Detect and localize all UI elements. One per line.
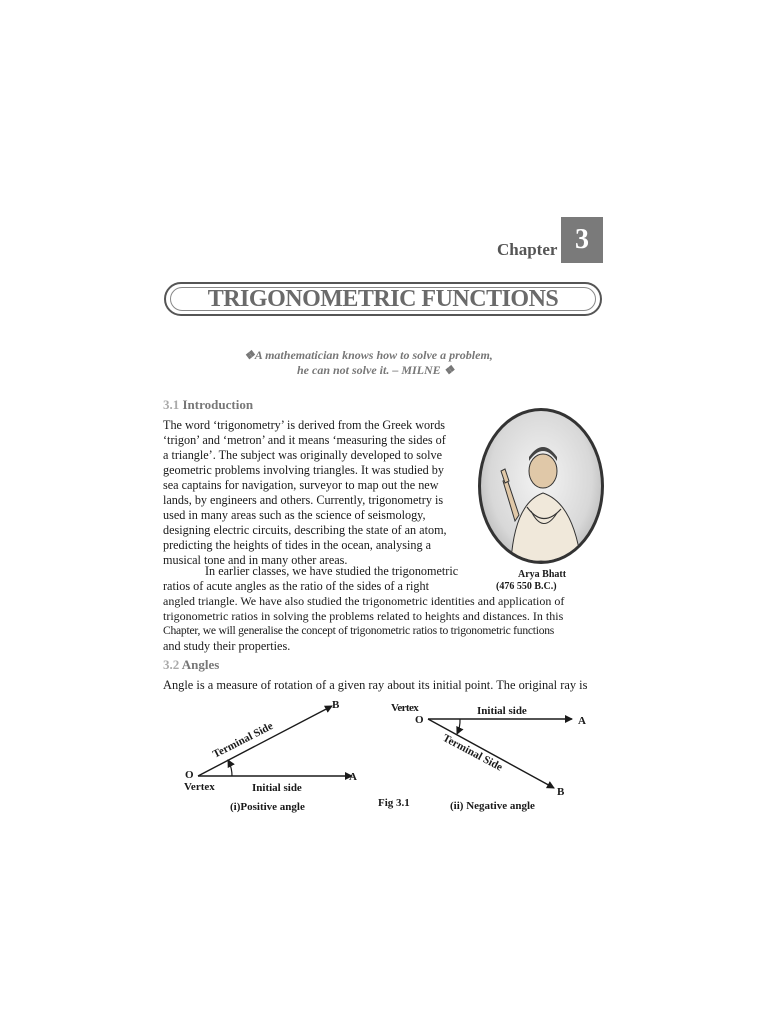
- portrait-caption-years: (476 550 B.C.): [496, 581, 557, 592]
- paragraph-line: Chapter, we will generalise the concept of trigonometric ratios to trigonometric functions: [163, 624, 555, 637]
- label-origin: O: [415, 714, 424, 726]
- label-point-a: A: [578, 715, 586, 727]
- paragraph-line: musical tone and in many other areas.: [163, 553, 348, 567]
- figure-caption: Fig 3.1: [378, 797, 410, 809]
- paragraph-line: sea captains for navigation, surveyor to map out the new: [163, 478, 439, 492]
- paragraph-line: The word ‘trigonometry’ is derived from the Greek words: [163, 418, 446, 432]
- paragraph-line: used in many areas such as the science of seismology,: [163, 508, 426, 522]
- label-terminal-side: Terminal Side: [210, 720, 276, 761]
- section-heading-angles: [163, 657, 219, 673]
- portrait-caption-name: Arya Bhatt: [518, 569, 567, 580]
- label-origin: O: [185, 769, 194, 781]
- paragraph-line: lands, by engineers and others. Currently, trigonometry is: [163, 493, 444, 507]
- caption-negative-angle: (ii) Negative angle: [450, 800, 535, 812]
- paragraph-line: Angle is a measure of rotation of a given ray about its initial point. The original ray is: [163, 678, 588, 692]
- label-vertex: Vertex: [184, 781, 215, 793]
- figure-angles: [160, 696, 610, 821]
- positive-angle-diagram: [184, 699, 357, 813]
- chapter-title: TRIGONOMETRIC FUNCTIONS: [207, 285, 559, 312]
- chapter-label: Chapter: [497, 240, 558, 259]
- label-point-a: A: [349, 771, 357, 783]
- caption-positive-angle: (i)Positive angle: [230, 801, 305, 813]
- paragraph-line: angled triangle. We have also studied the trigonometric identities and application of: [163, 594, 565, 608]
- paragraph-line: geometric problems involving triangles. It was studied by: [163, 463, 444, 477]
- label-initial-side: Initial side: [477, 705, 527, 717]
- paragraph-line: trigonometric ratios in solving the problems related to heights and distances. In this: [163, 609, 564, 623]
- paragraph-line: In earlier classes, we have studied the trigonometric: [205, 564, 459, 578]
- section-title: Introduction: [182, 397, 254, 412]
- section-number: 3.1: [163, 397, 180, 412]
- chapter-number-badge: 3: [561, 217, 603, 263]
- terminal-side-ray: [428, 719, 554, 788]
- label-point-b: B: [557, 786, 565, 798]
- section-number: 3.2: [163, 657, 180, 672]
- portrait-figure-icon: [481, 411, 601, 561]
- label-point-b: B: [332, 699, 340, 711]
- chapter-title-banner: [164, 282, 602, 316]
- paragraph-line: a triangle’. The subject was originally developed to solve: [163, 448, 442, 462]
- portrait-image: [478, 408, 604, 564]
- section-title: Angles: [181, 657, 220, 672]
- label-terminal-side: Terminal Side: [440, 732, 505, 774]
- quote-line-2: he can not solve it. – MILNE ❖: [297, 363, 455, 377]
- terminal-side-ray: [198, 706, 332, 776]
- negative-angle-diagram: [391, 702, 586, 812]
- paragraph-line: and study their properties.: [163, 639, 291, 653]
- label-initial-side: Initial side: [252, 782, 302, 794]
- paragraph-line: ratios of acute angles as the ratio of the sides of a right: [163, 579, 430, 593]
- section-heading-introduction: [163, 397, 253, 413]
- quote-line-1: ❖A mathematician knows how to solve a problem,: [244, 348, 493, 362]
- rotation-arc: [457, 719, 460, 734]
- rotation-arc: [228, 760, 232, 776]
- paragraph-line: designing electric circuits, describing the state of an atom,: [163, 523, 447, 537]
- paragraph-line: ‘trigon’ and ‘metron’ and it means ‘measuring the sides of: [163, 433, 446, 447]
- paragraph-line: predicting the heights of tides in the ocean, analysing a: [163, 538, 432, 552]
- label-vertex: Vertex: [391, 702, 419, 714]
